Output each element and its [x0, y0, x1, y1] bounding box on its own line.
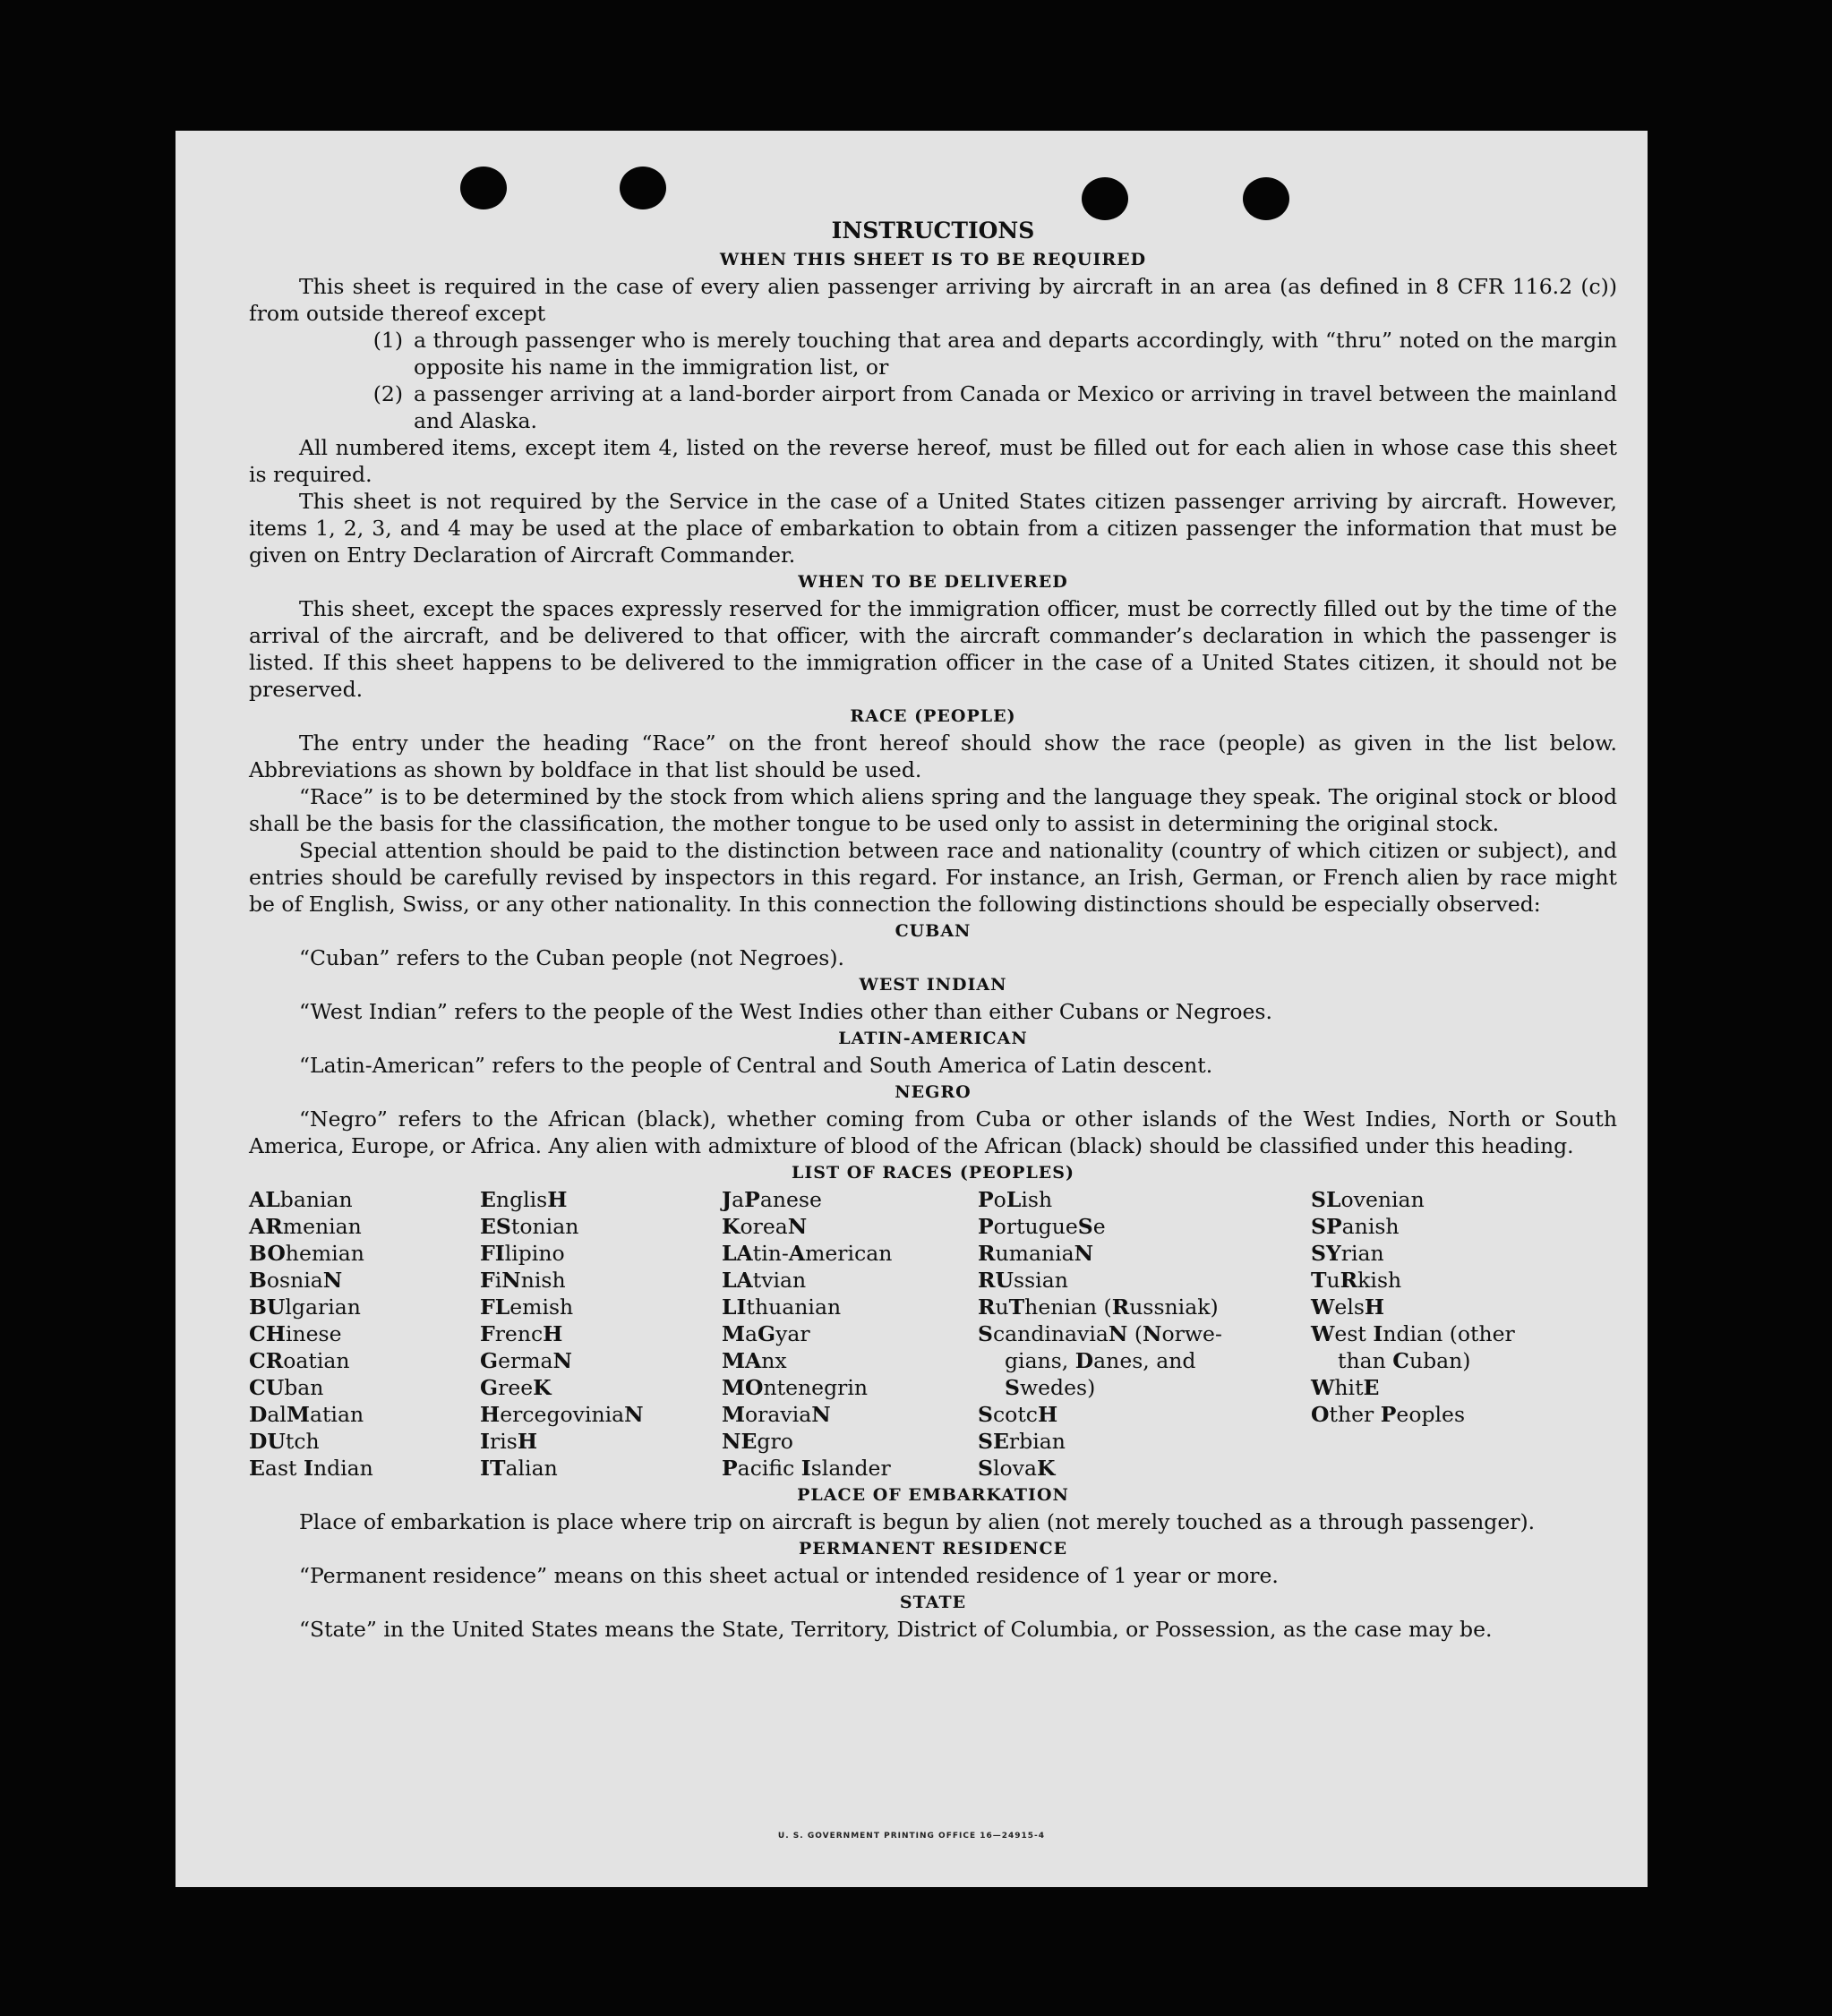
negro-paragraph: “Negro” refers to the African (black), whether coming from Cuba or other islands of the West Indies, North or South America, Europe, or Africa. Any alien with admixture of blood of the African (black) should be classified under this heading.: [249, 1106, 1617, 1158]
page-title: INSTRUCTIONS: [831, 218, 1035, 243]
race-item: ScandinaviaN (Norwe-: [978, 1321, 1222, 1346]
race-item: LAtin-American: [722, 1241, 893, 1266]
race-paragraph-1: The entry under the heading “Race” on the front hereof should show the race (people) as given in the list below. Abbreviations as shown by boldface in that list should be used.: [249, 730, 1617, 782]
race-paragraph-2: “Race” is to be determined by the stock from which aliens spring and the language they speak. The original stock or blood shall be the basis for the classification, the mother tongue to be used only to assist in determining the original stock.: [249, 784, 1617, 836]
race-item: BOhemian: [249, 1241, 364, 1266]
race-list: [249, 1186, 1617, 1482]
item-number: (2): [372, 381, 403, 406]
race-item: FLemish: [480, 1294, 574, 1320]
latin-american-paragraph: “Latin-American” refers to the people of Central and South America of Latin descent.: [299, 1053, 1213, 1078]
punch-hole-2: [620, 167, 666, 209]
race-item: CHinese: [249, 1321, 342, 1346]
race-item-continued: Swedes): [1005, 1375, 1096, 1400]
race-item: JaPanese: [722, 1187, 822, 1212]
item-text: a through passenger who is merely touching that area and departs accordingly, with “thru” noted on the margin opposite his name in the immigration list, or: [414, 328, 1617, 380]
punch-hole-4: [1243, 177, 1289, 220]
race-column-1: [249, 1186, 373, 1482]
race-item: GreeK: [480, 1375, 552, 1400]
item-number: (1): [372, 328, 403, 353]
race-item: PortugueSe: [978, 1214, 1106, 1239]
race-item: ScotcH: [978, 1402, 1058, 1427]
race-column-2: [480, 1186, 644, 1482]
race-column-3: [722, 1186, 892, 1482]
race-item: WelsH: [1311, 1294, 1385, 1320]
race-item: SErbian: [978, 1429, 1066, 1454]
race-item: SLovenian: [1311, 1187, 1425, 1212]
race-column-4: [978, 1186, 1222, 1482]
race-item: West Indian (other: [1311, 1321, 1515, 1346]
state-paragraph: “State” in the United States means the State, Territory, District of Columbia, or Possession, as the case may be.: [299, 1617, 1493, 1642]
section-heading-west-indian: WEST INDIAN: [859, 975, 1007, 995]
race-item: MAnx: [722, 1348, 787, 1373]
race-item: FIlipino: [480, 1241, 565, 1266]
race-item: NEgro: [722, 1429, 793, 1454]
required-intro: This sheet is required in the case of every alien passenger arriving by aircraft in an area (as defined in 8 CFR 116.2 (c)) from outside thereof except: [249, 274, 1617, 326]
numbered-items-paragraph: All numbered items, except item 4, listed on the reverse hereof, must be filled out for each alien in whose case this sheet is required.: [249, 435, 1617, 487]
race-item: RuThenian (Russniak): [978, 1294, 1219, 1320]
race-item: DalMatian: [249, 1402, 364, 1427]
section-heading-residence: PERMANENT RESIDENCE: [798, 1539, 1068, 1559]
citizen-paragraph: This sheet is not required by the Service in the case of a United States citizen passenger arriving by aircraft. However, items 1, 2, 3, and 4 may be used at the place of embarkation to obtain from a citizen passenger the information that must be given on Entry Declaration of Aircraft Commander.: [249, 489, 1617, 568]
instructions-content: [249, 216, 1617, 1643]
section-heading-required: WHEN THIS SHEET IS TO BE REQUIRED: [719, 250, 1147, 269]
section-heading-latin-american: LATIN-AMERICAN: [838, 1029, 1028, 1048]
race-item: SYrian: [1311, 1241, 1384, 1266]
section-heading-cuban: CUBAN: [895, 921, 972, 941]
punch-hole-1: [460, 167, 507, 209]
race-item: WhitE: [1311, 1375, 1380, 1400]
residence-paragraph: “Permanent residence” means on this sheet actual or intended residence of 1 year or more.: [299, 1563, 1279, 1588]
exception-item: [249, 327, 1617, 380]
section-heading-negro: NEGRO: [895, 1082, 972, 1102]
race-item: ALbanian: [249, 1187, 353, 1212]
section-heading-delivered: WHEN TO BE DELIVERED: [798, 572, 1068, 592]
race-item: RUssian: [978, 1268, 1068, 1293]
race-item: FrencH: [480, 1321, 563, 1346]
race-column-5: [1311, 1186, 1515, 1428]
race-item: MaGyar: [722, 1321, 810, 1346]
race-item-continued: gians, Danes, and: [1005, 1348, 1196, 1373]
race-item: ITalian: [480, 1456, 558, 1481]
race-item: IrisH: [480, 1429, 538, 1454]
printing-office-footer: U. S. GOVERNMENT PRINTING OFFICE 16—24915-4: [777, 1832, 1046, 1841]
section-heading-race: RACE (PEOPLE): [850, 706, 1016, 726]
race-item: SPanish: [1311, 1214, 1400, 1239]
cuban-paragraph: “Cuban” refers to the Cuban people (not Negroes).: [299, 945, 845, 970]
race-item: Pacifc Islander: [722, 1456, 891, 1481]
race-item: East Indian: [249, 1456, 373, 1481]
race-item: BUlgarian: [249, 1294, 361, 1320]
race-item: LAtvian: [722, 1268, 807, 1293]
race-item: Other Peoples: [1311, 1402, 1466, 1427]
race-item: BosniaN: [249, 1268, 343, 1293]
race-item: GermaN: [480, 1348, 573, 1373]
embarkation-paragraph: Place of embarkation is place where trip on aircraft is begun by alien (not merely touched as a through passenger).: [299, 1509, 1536, 1534]
race-item: MoraviaN: [722, 1402, 831, 1427]
item-text: a passenger arriving at a land-border airport from Canada or Mexico or arriving in travel between the mainland and Alaska.: [414, 381, 1617, 433]
section-heading-list-of-races: LIST OF RACES (PEOPLES): [792, 1163, 1074, 1183]
section-heading-state: STATE: [899, 1593, 967, 1612]
section-heading-embarkation: PLACE OF EMBARKATION: [797, 1485, 1069, 1505]
punch-hole-3: [1082, 177, 1128, 220]
race-item: SlovaK: [978, 1456, 1056, 1481]
race-paragraph-3: Special attention should be paid to the distinction between race and nationality (country of which citizen or subject), and entries should be carefully revised by inspectors in this regard. For instance, an Irish, German, or French alien by race might be of English, Swiss, or any other nationality. In this connection the following distinctions should be especially observed:: [249, 838, 1617, 917]
race-item: ARmenian: [249, 1214, 362, 1239]
race-item: FiNnish: [480, 1268, 566, 1293]
race-item: LIthuanian: [722, 1294, 842, 1320]
document-sheet: [175, 131, 1648, 1887]
race-item-continued: than Cuban): [1338, 1348, 1471, 1373]
delivered-paragraph: This sheet, except the spaces expressly reserved for the immigration officer, must be correctly filled out by the time of the arrival of the aircraft, and be delivered to that officer, with the aircraft commander’s declaration in which the passenger is listed. If this sheet happens to be delivered to the immigration officer in the case of a United States citizen, it should not be preserved.: [249, 596, 1617, 702]
race-item: TuRkish: [1311, 1268, 1402, 1293]
race-item: CUban: [249, 1375, 324, 1400]
race-item: RumaniaN: [978, 1241, 1094, 1266]
race-item: DUtch: [249, 1429, 320, 1454]
race-item: KoreaN: [722, 1214, 808, 1239]
exception-item: [249, 380, 1617, 434]
race-item: MOntenegrin: [722, 1375, 869, 1400]
race-item: EnglisH: [480, 1187, 568, 1212]
west-indian-paragraph: “West Indian” refers to the people of the West Indies other than either Cubans or Negroes.: [299, 999, 1272, 1024]
race-item: HercegoviniaN: [480, 1402, 644, 1427]
race-item: EStonian: [480, 1214, 579, 1239]
race-item: CRoatian: [249, 1348, 350, 1373]
race-item: PoLish: [978, 1187, 1053, 1212]
